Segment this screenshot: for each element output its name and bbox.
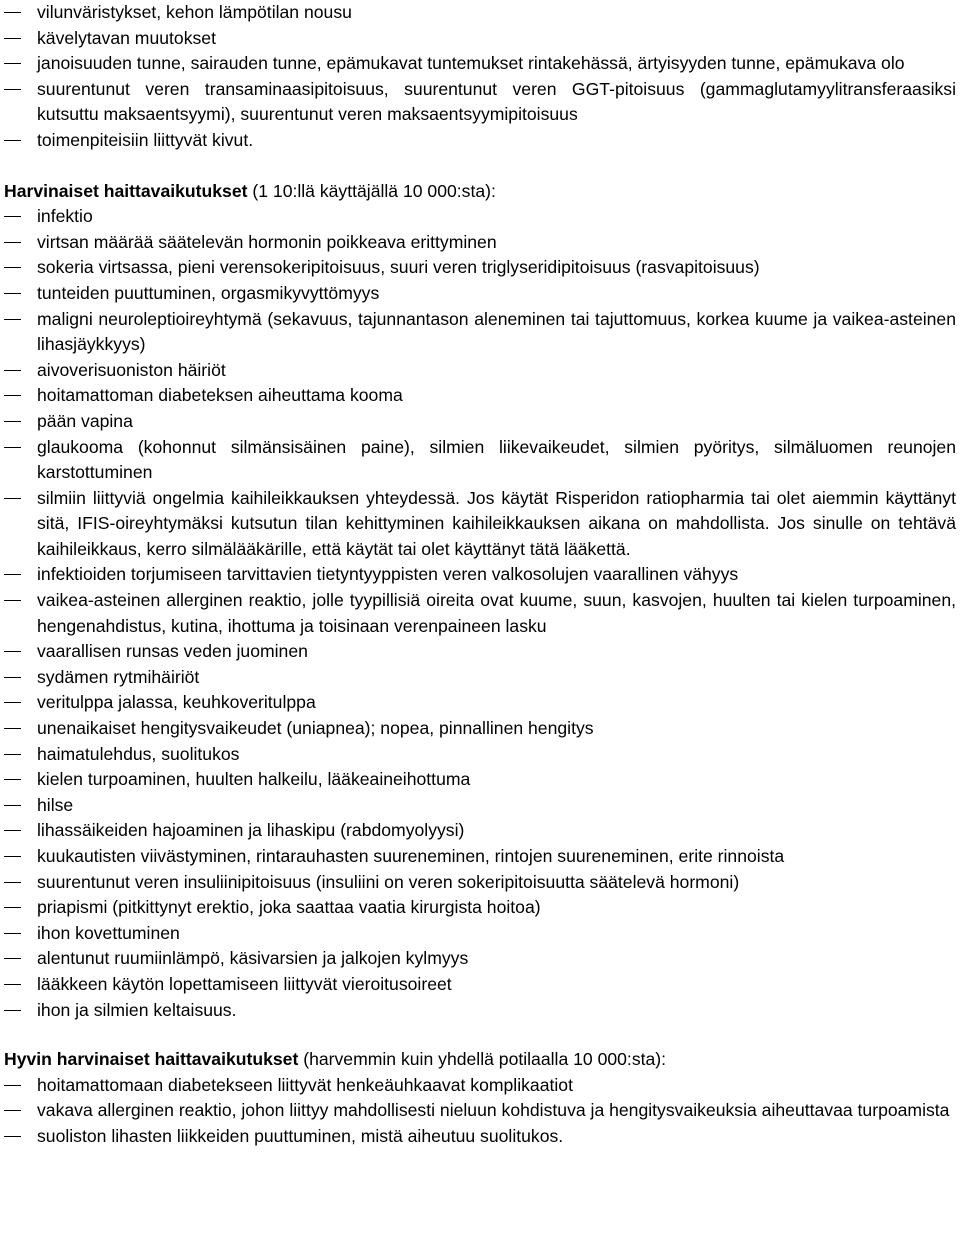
dash-bullet-icon	[4, 1136, 21, 1137]
dash-bullet-icon	[4, 830, 21, 831]
list-item-text: kävelytavan muutokset	[37, 27, 216, 48]
list-item-text: glaukooma (kohonnut silmänsisäinen paine), silmien liikevaikeudet, silmien pyöritys, silmäluomen reunojen karstottuminen	[37, 436, 956, 483]
dash-bullet-icon	[4, 140, 21, 141]
intro-side-effect-list	[4, 0, 956, 154]
list-item	[4, 204, 956, 230]
list-item	[4, 0, 956, 26]
dash-bullet-icon	[4, 728, 21, 729]
dash-bullet-icon	[4, 779, 21, 780]
list-item	[4, 639, 956, 665]
list-item	[4, 665, 956, 691]
list-item	[4, 409, 956, 435]
section-spacer	[4, 1023, 956, 1047]
list-item-text: alentunut ruumiinlämpö, käsivarsien ja jalkojen kylmyys	[37, 948, 469, 969]
list-item-text: hilse	[37, 794, 74, 815]
list-item-text: virtsan määrää säätelevän hormonin poikkeava erittyminen	[37, 231, 497, 252]
dash-bullet-icon	[4, 882, 21, 883]
dash-bullet-icon	[4, 319, 21, 320]
list-item-text: vakava allerginen reaktio, johon liittyy mahdollisesti nieluun kohdistuva ja hengitysvaikeuksia aiheuttavaa turpoamista	[37, 1100, 950, 1121]
list-item-text: ihon kovettuminen	[37, 922, 180, 943]
dash-bullet-icon	[4, 216, 21, 217]
dash-bullet-icon	[4, 293, 21, 294]
rare-section-heading	[4, 179, 956, 205]
list-item	[4, 51, 956, 77]
dash-bullet-icon	[4, 242, 21, 243]
list-item-text: haimatulehdus, suolitukos	[37, 743, 240, 764]
dash-bullet-icon	[4, 395, 21, 396]
dash-bullet-icon	[4, 421, 21, 422]
list-item	[4, 1124, 956, 1150]
list-item-text: silmiin liittyviä ongelmia kaihileikkauksen yhteydessä. Jos käytät Risperidon ratiopharmia tai olet aiemmin käyttänyt sitä, IFIS-oireyhtymäksi kutsutun tilan kehittyminen kaihileikkauksen aikana on mahdollista. Jos sinulle on tehtävä kaihileikkaus, kerro silmälääkärille, että käytät tai olet käyttänyt tätä lääkettä.	[37, 487, 956, 559]
list-item-text: sokeria virtsassa, pieni verensokeripitoisuus, suuri veren triglyseridipitoisuus (rasvapitoisuus)	[37, 257, 760, 278]
list-item	[4, 895, 956, 921]
list-item	[4, 844, 956, 870]
list-item	[4, 946, 956, 972]
list-item-text: janoisuuden tunne, sairauden tunne, epämukavat tuntemukset rintakehässä, ärtyisyyden tunne, epämukava olo	[37, 53, 905, 74]
dash-bullet-icon	[4, 12, 21, 13]
list-item	[4, 690, 956, 716]
list-item-text: infektioiden torjumiseen tarvittavien tietyntyyppisten veren valkosolujen vaarallinen vähyys	[37, 564, 739, 585]
list-item-text: priapismi (pitkittynyt erektio, joka saattaa vaatia kirurgista hoitoa)	[37, 897, 541, 918]
list-item-text: hoitamattomaan diabetekseen liittyvät henkeäuhkaavat komplikaatiot	[37, 1074, 573, 1095]
list-item	[4, 255, 956, 281]
dash-bullet-icon	[4, 63, 21, 64]
dash-bullet-icon	[4, 702, 21, 703]
dash-bullet-icon	[4, 38, 21, 39]
list-item-text: pään vapina	[37, 410, 133, 431]
list-item	[4, 998, 956, 1024]
list-item-text: tunteiden puuttuminen, orgasmikyvyttömyys	[37, 282, 380, 303]
list-item	[4, 818, 956, 844]
very-rare-section-subtitle: (harvemmin kuin yhdellä potilaalla 10 000:sta):	[298, 1049, 667, 1070]
list-item	[4, 742, 956, 768]
list-item	[4, 767, 956, 793]
list-item-text: vaarallisen runsas veden juominen	[37, 641, 308, 662]
dash-bullet-icon	[4, 933, 21, 934]
dash-bullet-icon	[4, 370, 21, 371]
list-item	[4, 716, 956, 742]
list-item-text: kielen turpoaminen, huulten halkeilu, lääkeaineihottuma	[37, 769, 471, 790]
list-item	[4, 486, 956, 563]
very-rare-section-title: Hyvin harvinaiset haittavaikutukset	[4, 1049, 299, 1070]
dash-bullet-icon	[4, 267, 21, 268]
list-item	[4, 1098, 956, 1124]
very-rare-section-heading	[4, 1047, 956, 1073]
list-item	[4, 77, 956, 128]
very-rare-side-effect-list	[4, 1073, 956, 1150]
dash-bullet-icon	[4, 1085, 21, 1086]
list-item-text: ihon ja silmien keltaisuus.	[37, 999, 237, 1020]
list-item	[4, 26, 956, 52]
list-item	[4, 281, 956, 307]
list-item-text: veritulppa jalassa, keuhkoveritulppa	[37, 692, 316, 713]
list-item	[4, 793, 956, 819]
list-item-text: hoitamattoman diabeteksen aiheuttama kooma	[37, 385, 403, 406]
list-item-text: unenaikaiset hengitysvaikeudet (uniapnea); nopea, pinnallinen hengitys	[37, 718, 594, 739]
rare-side-effect-list	[4, 204, 956, 1023]
list-item	[4, 588, 956, 639]
list-item-text: suoliston lihasten liikkeiden puuttuminen, mistä aiheutuu suolitukos.	[37, 1125, 564, 1146]
section-spacer	[4, 154, 956, 179]
list-item	[4, 921, 956, 947]
list-item-text: kuukautisten viivästyminen, rintarauhasten suureneminen, rintojen suureneminen, erite rinnoista	[37, 846, 785, 866]
rare-section-title: Harvinaiset haittavaikutukset	[4, 180, 248, 201]
list-item-text: suurentunut veren insuliinipitoisuus (insuliini on veren sokeripitoisuutta säätelevä hormoni)	[37, 871, 740, 892]
dash-bullet-icon	[4, 805, 21, 806]
dash-bullet-icon	[4, 89, 21, 90]
dash-bullet-icon	[4, 1010, 21, 1011]
list-item-text: aivoverisuoniston häiriöt	[37, 359, 226, 380]
list-item	[4, 128, 956, 154]
list-item	[4, 1073, 956, 1099]
list-item	[4, 435, 956, 486]
list-item-text: maligni neuroleptioireyhtymä (sekavuus, tajunnantason aleneminen tai tajuttomuus, korkea kuume ja vaikea-asteinen lihasjäykkyys)	[37, 308, 956, 355]
dash-bullet-icon	[4, 856, 21, 857]
list-item-text: vaikea-asteinen allerginen reaktio, jolle tyypillisiä oireita ovat kuume, suun, kasvojen, huulten tai kielen turpoaminen, hengenahdistus, kutina, ihottuma ja toisinaan verenpaineen lasku	[37, 590, 956, 636]
list-item-text: lääkkeen käytön lopettamiseen liittyvät vieroitusoireet	[37, 973, 452, 994]
dash-bullet-icon	[4, 574, 21, 575]
list-item	[4, 383, 956, 409]
list-item	[4, 870, 956, 896]
rare-section-subtitle: (1 10:llä käyttäjällä 10 000:sta):	[247, 180, 496, 201]
dash-bullet-icon	[4, 958, 21, 959]
list-item-text: sydämen rytmihäiriöt	[37, 666, 200, 687]
dash-bullet-icon	[4, 907, 21, 908]
list-item	[4, 307, 956, 358]
list-item	[4, 972, 956, 998]
dash-bullet-icon	[4, 677, 21, 678]
dash-bullet-icon	[4, 754, 21, 755]
list-item	[4, 230, 956, 256]
dash-bullet-icon	[4, 498, 21, 499]
list-item-text: toimenpiteisiin liittyvät kivut.	[37, 129, 254, 150]
list-item-text: lihassäikeiden hajoaminen ja lihaskipu (rabdomyolyysi)	[37, 820, 465, 841]
list-item	[4, 562, 956, 588]
list-item-text: infektio	[37, 206, 93, 227]
list-item-text: suurentunut veren transaminaasipitoisuus, suurentunut veren GGT-pitoisuus (gammaglutamyylitransferaasiksi kutsuttu maksaentsyymi), suurentunut veren maksaentsyymipitoisuus	[37, 78, 956, 125]
dash-bullet-icon	[4, 984, 21, 985]
dash-bullet-icon	[4, 600, 21, 601]
list-item	[4, 358, 956, 384]
list-item-text: vilunväristykset, kehon lämpötilan nousu	[37, 2, 352, 22]
dash-bullet-icon	[4, 447, 21, 448]
dash-bullet-icon	[4, 651, 21, 652]
dash-bullet-icon	[4, 1110, 21, 1111]
